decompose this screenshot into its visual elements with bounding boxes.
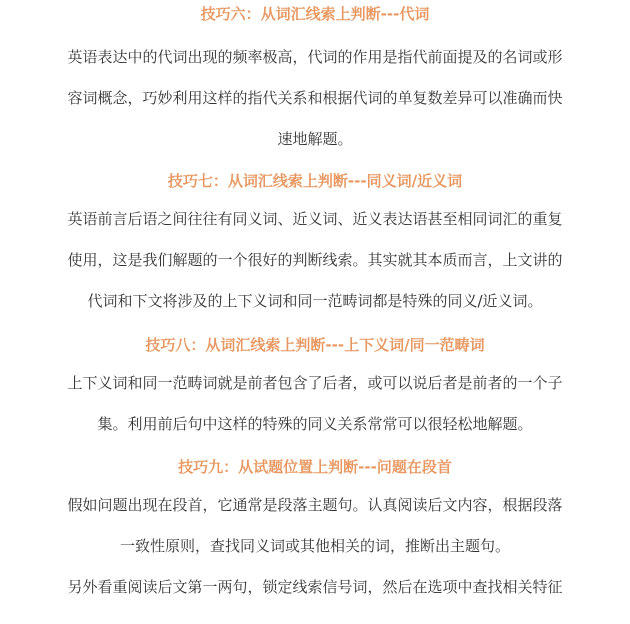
paragraph-trailing [22,567,608,608]
paragraph-line: 使用，这是我们解题的一个很好的判断线索。其实就其本质而言，上文讲的 [67,251,563,269]
paragraph-line: 一致性原则，查找同义词或其他相关的词，推断出主题句。 [119,537,510,555]
paragraph-tip-6 [22,37,608,160]
paragraph-tip-9 [22,485,608,567]
section-heading-tip-9: 技巧九：从试题位置上判断---问题在段首 [178,458,452,476]
paragraph-line: 集。利用前后句中这样的特殊的同义关系常常可以很轻松地解题。 [97,415,533,433]
section-heading-tip-6: 技巧六：从词汇线索上判断---代词 [200,5,430,23]
paragraph-line: 代词和下文将涉及的上下义词和同一范畴词都是特殊的同义/近义词。 [87,292,543,310]
paragraph-line: 容词概念，巧妙利用这样的指代关系和根据代词的单复数差异可以准确而快 [67,89,563,107]
paragraph-line: 另外看重阅读后文第一两句，锁定线索信号词，然后在选项中查找相关特征 [67,578,563,596]
paragraph-tip-7 [22,199,608,322]
paragraph-line: 假如问题出现在段首，它通常是段落主题句。认真阅读后文内容，根据段落 [67,496,563,514]
article-body [0,4,630,624]
paragraph-tip-8 [22,363,608,445]
paragraph-line: 速地解题。 [277,130,353,148]
paragraph-line: 上下义词和同一范畴词就是前者包含了后者，或可以说后者是前者的一个子 [67,374,563,392]
paragraph-line: 英语前言后语之间往往有同义词、近义词、近义表达语甚至相同词汇的重复 [67,210,563,228]
section-heading-tip-7: 技巧七：从词汇线索上判断---同义词/近义词 [167,172,463,190]
paragraph-line: 英语表达中的代词出现的频率极高，代词的作用是指代前面提及的名词或形 [67,48,563,66]
section-heading-tip-8: 技巧八：从词汇线索上判断---上下义词/同一范畴词 [145,336,485,354]
